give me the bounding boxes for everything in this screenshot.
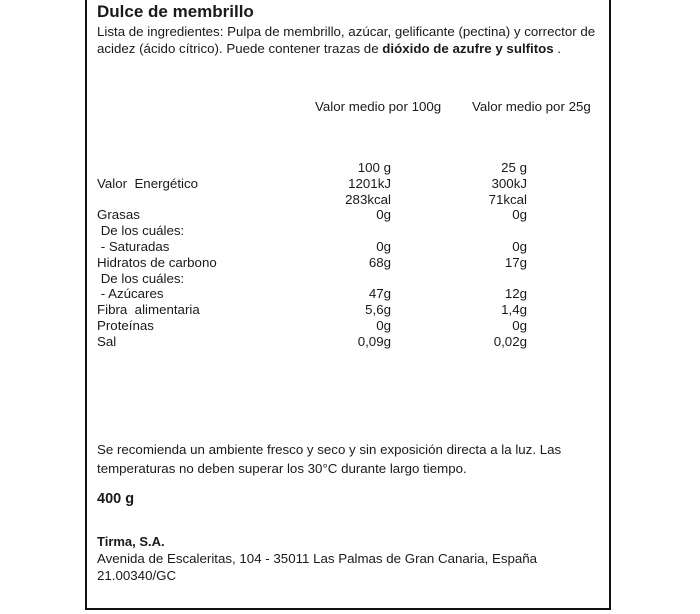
- value-per-25g: 300kJ: [491, 175, 527, 191]
- nutrition-row: [87, 286, 607, 302]
- nutrient-label: Valor Energético: [97, 175, 199, 191]
- nutrient-label: - Saturadas: [97, 239, 170, 254]
- nutrition-row: [87, 192, 607, 208]
- column-header-25g: Valor medio por 25g: [472, 99, 591, 114]
- value-per-100g: 5,6g: [365, 302, 391, 318]
- nutrition-row: [87, 255, 607, 271]
- nutrient-label: - Azúcares: [97, 286, 164, 302]
- column-header-100g: Valor medio por 100g: [315, 99, 442, 114]
- value-per-25g: 71kcal: [488, 191, 527, 207]
- nutrient-label: Proteínas: [97, 318, 154, 333]
- value-per-25g: 0g: [512, 239, 527, 254]
- product-title: Dulce de membrillo: [97, 2, 254, 21]
- value-per-100g: 68g: [368, 254, 391, 270]
- value-per-100g: 0g: [376, 239, 391, 254]
- value-per-100g: 0g: [376, 318, 391, 333]
- nutrient-label: Grasas: [97, 207, 140, 223]
- nutrition-row: [87, 223, 607, 239]
- nutrition-row: [87, 302, 607, 318]
- nutrition-row: [87, 334, 607, 350]
- nutrient-label: De los cuáles:: [97, 223, 185, 239]
- nutrition-row: [87, 239, 607, 255]
- value-per-100g: 0g: [376, 207, 391, 223]
- nutrition-row: [87, 160, 607, 176]
- storage-instructions: Se recomienda un ambiente fresco y seco y sin exposición directa a la luz. Las temperaturas no deben superar los 30°C durante largo tiempo.: [97, 442, 562, 476]
- nutrient-label: Sal: [97, 333, 117, 349]
- nutrient-label: Fibra alimentaria: [97, 302, 200, 318]
- nutrient-label: De los cuáles:: [97, 270, 185, 286]
- value-per-100g: 100 g: [357, 160, 391, 175]
- net-weight: 400 g: [97, 491, 135, 507]
- allergens-bold: dióxido de azufre y sulfitos: [382, 41, 554, 56]
- nutrition-row: [87, 207, 607, 223]
- ingredients-end: .: [553, 41, 562, 56]
- value-per-25g: 25 g: [501, 160, 527, 175]
- value-per-25g: 17g: [504, 254, 527, 270]
- value-per-25g: 0g: [512, 207, 527, 223]
- value-per-25g: 0g: [512, 318, 527, 333]
- value-per-25g: 12g: [504, 286, 527, 302]
- value-per-25g: 0,02g: [493, 333, 527, 349]
- nutrition-row: [87, 271, 607, 287]
- value-per-25g: 1,4g: [501, 302, 527, 318]
- nutrition-row: [87, 176, 607, 192]
- manufacturer-address: Avenida de Escaleritas, 104 - 35011 Las Palmas de Gran Canaria, España: [97, 551, 538, 566]
- nutrition-label: [85, 0, 611, 610]
- nutrition-row: [87, 318, 607, 334]
- value-per-100g: 47g: [368, 286, 391, 302]
- ingredients-plain: Lista de ingredientes: Pulpa de membrillo, azúcar, gelificante (pectina) y corrector de acidez (ácido cítrico). Puede contener trazas de: [97, 24, 596, 56]
- registry-number: 21.00340/GC: [97, 568, 177, 583]
- manufacturer-name: Tirma, S.A.: [97, 534, 165, 549]
- value-per-100g: 0,09g: [357, 333, 391, 349]
- value-per-100g: 283kcal: [345, 191, 391, 207]
- nutrient-label: Hidratos de carbono: [97, 254, 217, 270]
- ingredients-text: [97, 23, 602, 57]
- value-per-100g: 1201kJ: [348, 175, 391, 191]
